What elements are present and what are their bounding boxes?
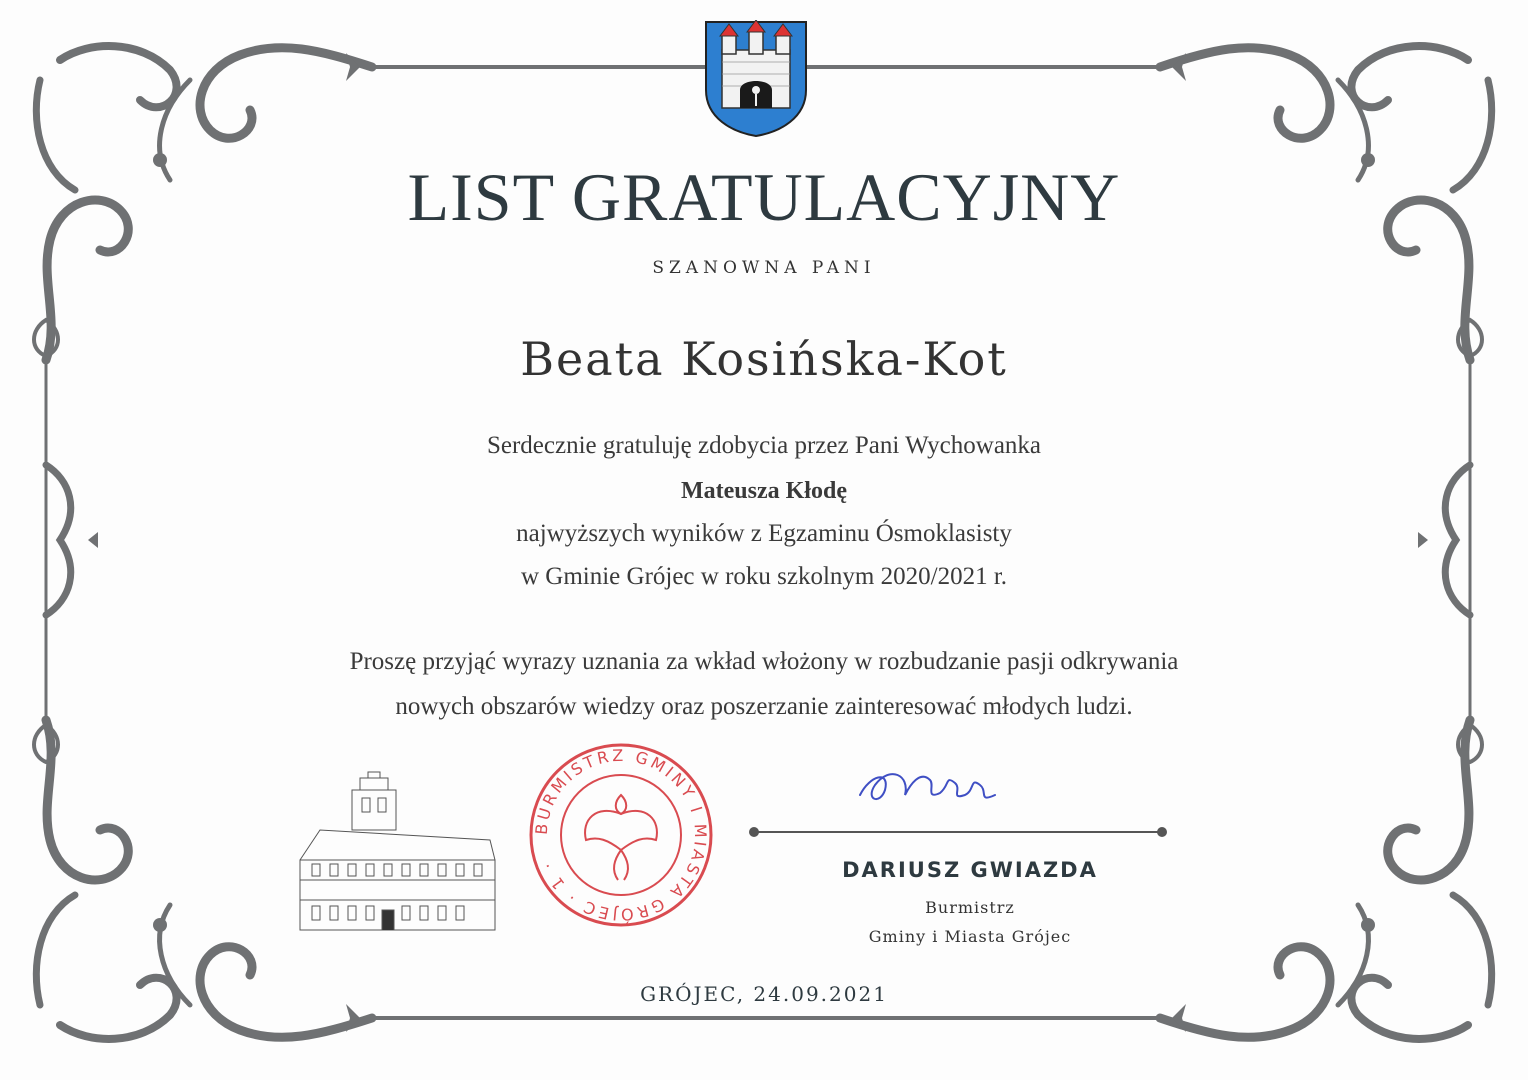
recipient-name: Beata Kosińska-Kot bbox=[520, 332, 1008, 386]
body-line: Proszę przyjąć wyrazy uznania za wkład włożony w rozbudzanie pasji odkrywania bbox=[349, 648, 1179, 675]
place-and-date: GRÓJEC, 24.09.2021 bbox=[640, 982, 888, 1006]
signature-icon bbox=[850, 755, 1010, 815]
signatory-role: Burmistrz bbox=[925, 898, 1015, 917]
signatory-office: Gminy i Miasta Grójec bbox=[868, 927, 1072, 946]
town-hall-illustration bbox=[290, 770, 505, 935]
signatory-name: DARIUSZ GWIAZDA bbox=[842, 858, 1098, 882]
body-line: w Gminie Grójec w roku szkolnym 2020/2021 r. bbox=[520, 563, 1008, 590]
svg-text:BURMISTRZ GMINY I MIASTA GRÓJE bbox=[532, 746, 711, 924]
body-line: najwyższych wyników z Egzaminu Ósmoklasisty bbox=[516, 520, 1012, 547]
salutation: SZANOWNA PANI bbox=[652, 258, 876, 278]
official-stamp-icon bbox=[526, 740, 716, 930]
signature-line bbox=[748, 822, 1168, 842]
body-line: Serdecznie gratuluję zdobycia przez Pani Wychowanka bbox=[486, 432, 1042, 459]
pupil-name: Mateusza Kłodę bbox=[681, 478, 847, 504]
coat-of-arms-icon bbox=[704, 20, 808, 138]
body-line: nowych obszarów wiedzy oraz poszerzanie zainteresować młodych ludzi. bbox=[395, 693, 1133, 720]
document-title: LIST GRATULACYJNY bbox=[407, 159, 1121, 235]
stamp-text: BURMISTRZ GMINY I MIASTA GRÓJEC · 1 · bbox=[531, 745, 711, 925]
